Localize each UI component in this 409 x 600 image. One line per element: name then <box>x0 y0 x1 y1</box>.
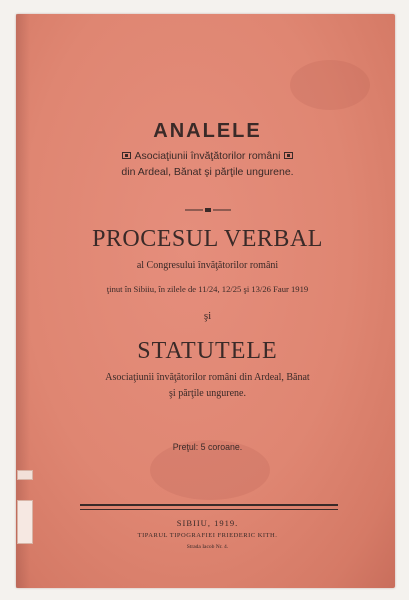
place-year: SIBIIU, 1919. <box>176 518 239 528</box>
association-line-1-text: Asociaţiunii învăţătorilor români <box>134 150 281 162</box>
held-line: ţinut în Sibiiu, în zilele de 11/24, 12/25 şi 13/26 Faur 1919 <box>106 284 309 294</box>
statute-line-1: Asociaţiunii învăţătorilor români din Ardeal, Bănat <box>105 372 310 383</box>
rule-thick <box>80 504 338 506</box>
congress-line: al Congresului învăţătorilor români <box>136 260 279 271</box>
price: Preţul: 5 coroane. <box>172 442 243 452</box>
ornament-icon <box>284 152 293 159</box>
paper-stain <box>290 60 370 110</box>
rule-thin <box>80 509 338 510</box>
printer: TIPARUL TIPOGRAFIEI FRIEDERIC KITH. <box>137 532 278 539</box>
title-statutele: STATUTELE <box>137 338 278 364</box>
binding-staple <box>17 470 33 480</box>
title-procesul-verbal: PROCESUL VERBAL <box>92 226 323 252</box>
conjunction: şi <box>203 310 212 322</box>
ornament-icon <box>122 152 131 159</box>
association-line-2: din Ardeal, Bănat şi părţile ungurene. <box>121 166 294 178</box>
title-analele: ANALELE <box>153 120 262 142</box>
printer-address: Strada Iacob Nr. 4. <box>186 544 229 550</box>
association-line-1 <box>20 150 395 162</box>
statute-line-2: şi părţile ungurene. <box>169 388 246 399</box>
ornament-divider-icon <box>185 207 231 213</box>
